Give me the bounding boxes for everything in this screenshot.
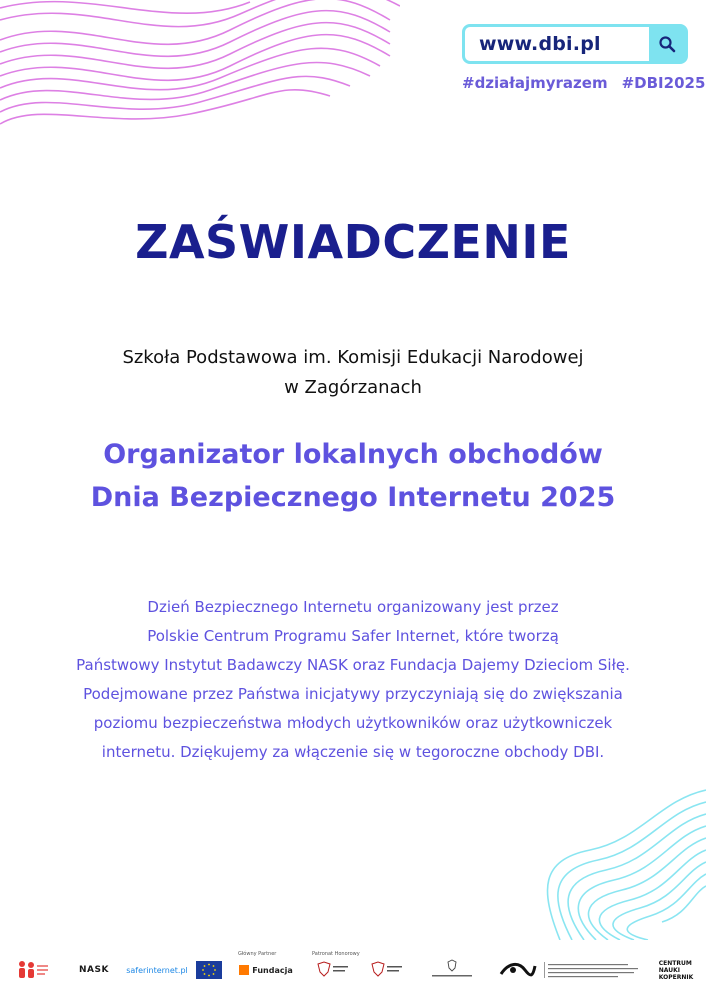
- award-title: [0, 433, 706, 519]
- certificate-title: ZAŚWIADCZENIE: [135, 215, 571, 269]
- decorative-waves-top-left: [0, 0, 400, 140]
- polish-eagle-icon: [314, 960, 350, 980]
- centrum-nauki-kopernik-logo: [658, 955, 694, 985]
- description-line: poziomu bezpieczeństwa młodych użytkowników oraz użytkowniczek: [93, 714, 613, 732]
- centrum-line-1: CENTRUM: [658, 959, 692, 967]
- text-lines-icon: [544, 960, 640, 980]
- decorative-waves-bottom-right: [530, 780, 706, 940]
- eu-flag-logo: [194, 955, 224, 985]
- centrum-line-2: NAUKI: [658, 966, 680, 974]
- description-line: internetu. Dziękujemy za włączenie się w tegoroczne obchody DBI.: [101, 743, 605, 761]
- description-line: Podejmowane przez Państwa inicjatywy przyczyniają się do zwiększania: [83, 685, 623, 703]
- school-name-line-1: Szkoła Podstawowa im. Komisji Edukacji Narodowej: [122, 347, 584, 368]
- eu-flag-icon: [196, 961, 222, 979]
- hashtag-dzialajmyrazem: #działajmyrazem: [462, 74, 608, 92]
- children-figures-icon: [16, 959, 50, 981]
- description-line: Państwowy Instytut Badawczy NASK oraz Fundacja Dajemy Dzieciom Siłę.: [76, 656, 630, 674]
- main-partner-label: Główny Partner: [238, 951, 277, 957]
- eagle-emblem-icon: [426, 959, 478, 981]
- ministry-digital-logo: [312, 951, 360, 985]
- presidency-text-logo: [542, 955, 642, 985]
- ministry-education-logo: [366, 955, 406, 985]
- ombudsman-logo: [424, 955, 480, 985]
- search-button: [649, 27, 685, 61]
- hashtag-dbi2025: #DBI2025: [621, 74, 706, 92]
- description-line: Polskie Centrum Programu Safer Internet, które tworzą: [147, 627, 559, 645]
- footer-logos: [16, 945, 696, 989]
- centrum-line-3: KOPERNIK: [658, 973, 694, 981]
- fundacja-dds-logo: [16, 955, 50, 985]
- description-paragraph: [0, 593, 706, 767]
- school-name: [0, 343, 706, 403]
- hashtags: [462, 74, 706, 92]
- search-icon: [658, 35, 676, 53]
- patronage-label: Patronat Honorowy: [312, 951, 360, 957]
- polish-eagle-icon: [368, 960, 404, 980]
- description-line: Dzień Bezpiecznego Internetu organizowany jest przez: [147, 598, 559, 616]
- fundacja-label: Fundacja: [252, 965, 293, 975]
- swoosh-icon: [499, 960, 537, 980]
- award-line-1: Organizator lokalnych obchodów: [103, 439, 603, 470]
- website-url: www.dbi.pl: [479, 33, 601, 55]
- nask-logo: NASK: [79, 965, 109, 975]
- fundacja-orange-logo: [238, 951, 294, 985]
- url-search-box: [462, 24, 688, 64]
- award-line-2: Dnia Bezpiecznego Internetu 2025: [90, 482, 616, 513]
- saferinternet-logo: saferinternet.pl: [126, 965, 188, 975]
- school-name-line-2: w Zagórzanach: [284, 377, 422, 398]
- uke-logo: [498, 955, 538, 985]
- orange-square-icon: [239, 965, 249, 975]
